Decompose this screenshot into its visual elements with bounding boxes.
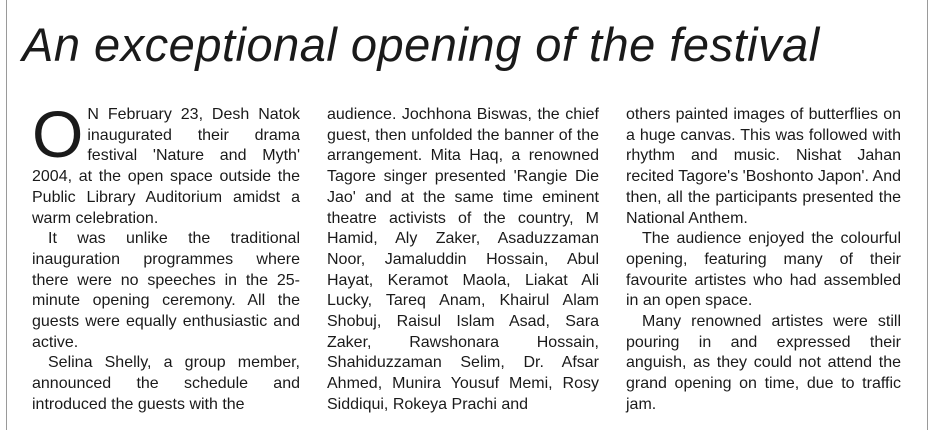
paragraph (32, 97, 300, 229)
paragraph: Selina Shelly, a group member, announced the schedule and introduced the guests with the (32, 354, 300, 413)
column-3 (626, 105, 901, 416)
drop-cap: O (32, 97, 84, 171)
article-headline: An exceptional opening of the festival (22, 18, 820, 71)
column-1 (32, 97, 300, 416)
paragraph: Many renowned artistes were still pouring in and expressed their anguish, as they could not attend the grand opening on time, due to traffic jam. (626, 313, 901, 413)
paragraph-text: N February 23, Desh Natok inaugurated their drama festival 'Nature and Myth' 2004, at the open space outside the Public Library Auditorium amidst a warm celebration. (32, 106, 300, 227)
column-2 (327, 105, 599, 416)
paragraph: The audience enjoyed the colourful opening, featuring many of their favourite artistes who had assembled in an open space. (626, 230, 901, 310)
paragraph: others painted images of butterflies on a huge canvas. This was followed with rhythm and music. Nishat Jahan recited Tagore's 'Boshonto Japon'. And then, all the participants presented the National Anthem. (626, 106, 901, 227)
paragraph: audience. Jochhona Biswas, the chief guest, then unfolded the banner of the arrangement. Mita Haq, a renowned Tagore singer presented 'Rangie Die Jao' and at the same time eminent theatre activists of the country, M Hamid, Aly Zaker, Asaduzzaman Noor, Jamaluddin Hossain, Abul Hayat, Keramot Maola, Liakat Ali Lucky, Tareq Anam, Khairul Alam Shobuj, Raisul Islam Asad, Sara Zaker, Rawshonara Hossain, Shahiduzzaman Selim, Dr. Afsar Ahmed, Munira Yousuf Memi, Rosy Siddiqui, Rokeya Prachi and (327, 106, 599, 413)
paragraph: It was unlike the traditional inauguration programmes where there were no speeches in the 25-minute opening ceremony. All the guests were equally enthusiastic and active. (32, 230, 300, 351)
